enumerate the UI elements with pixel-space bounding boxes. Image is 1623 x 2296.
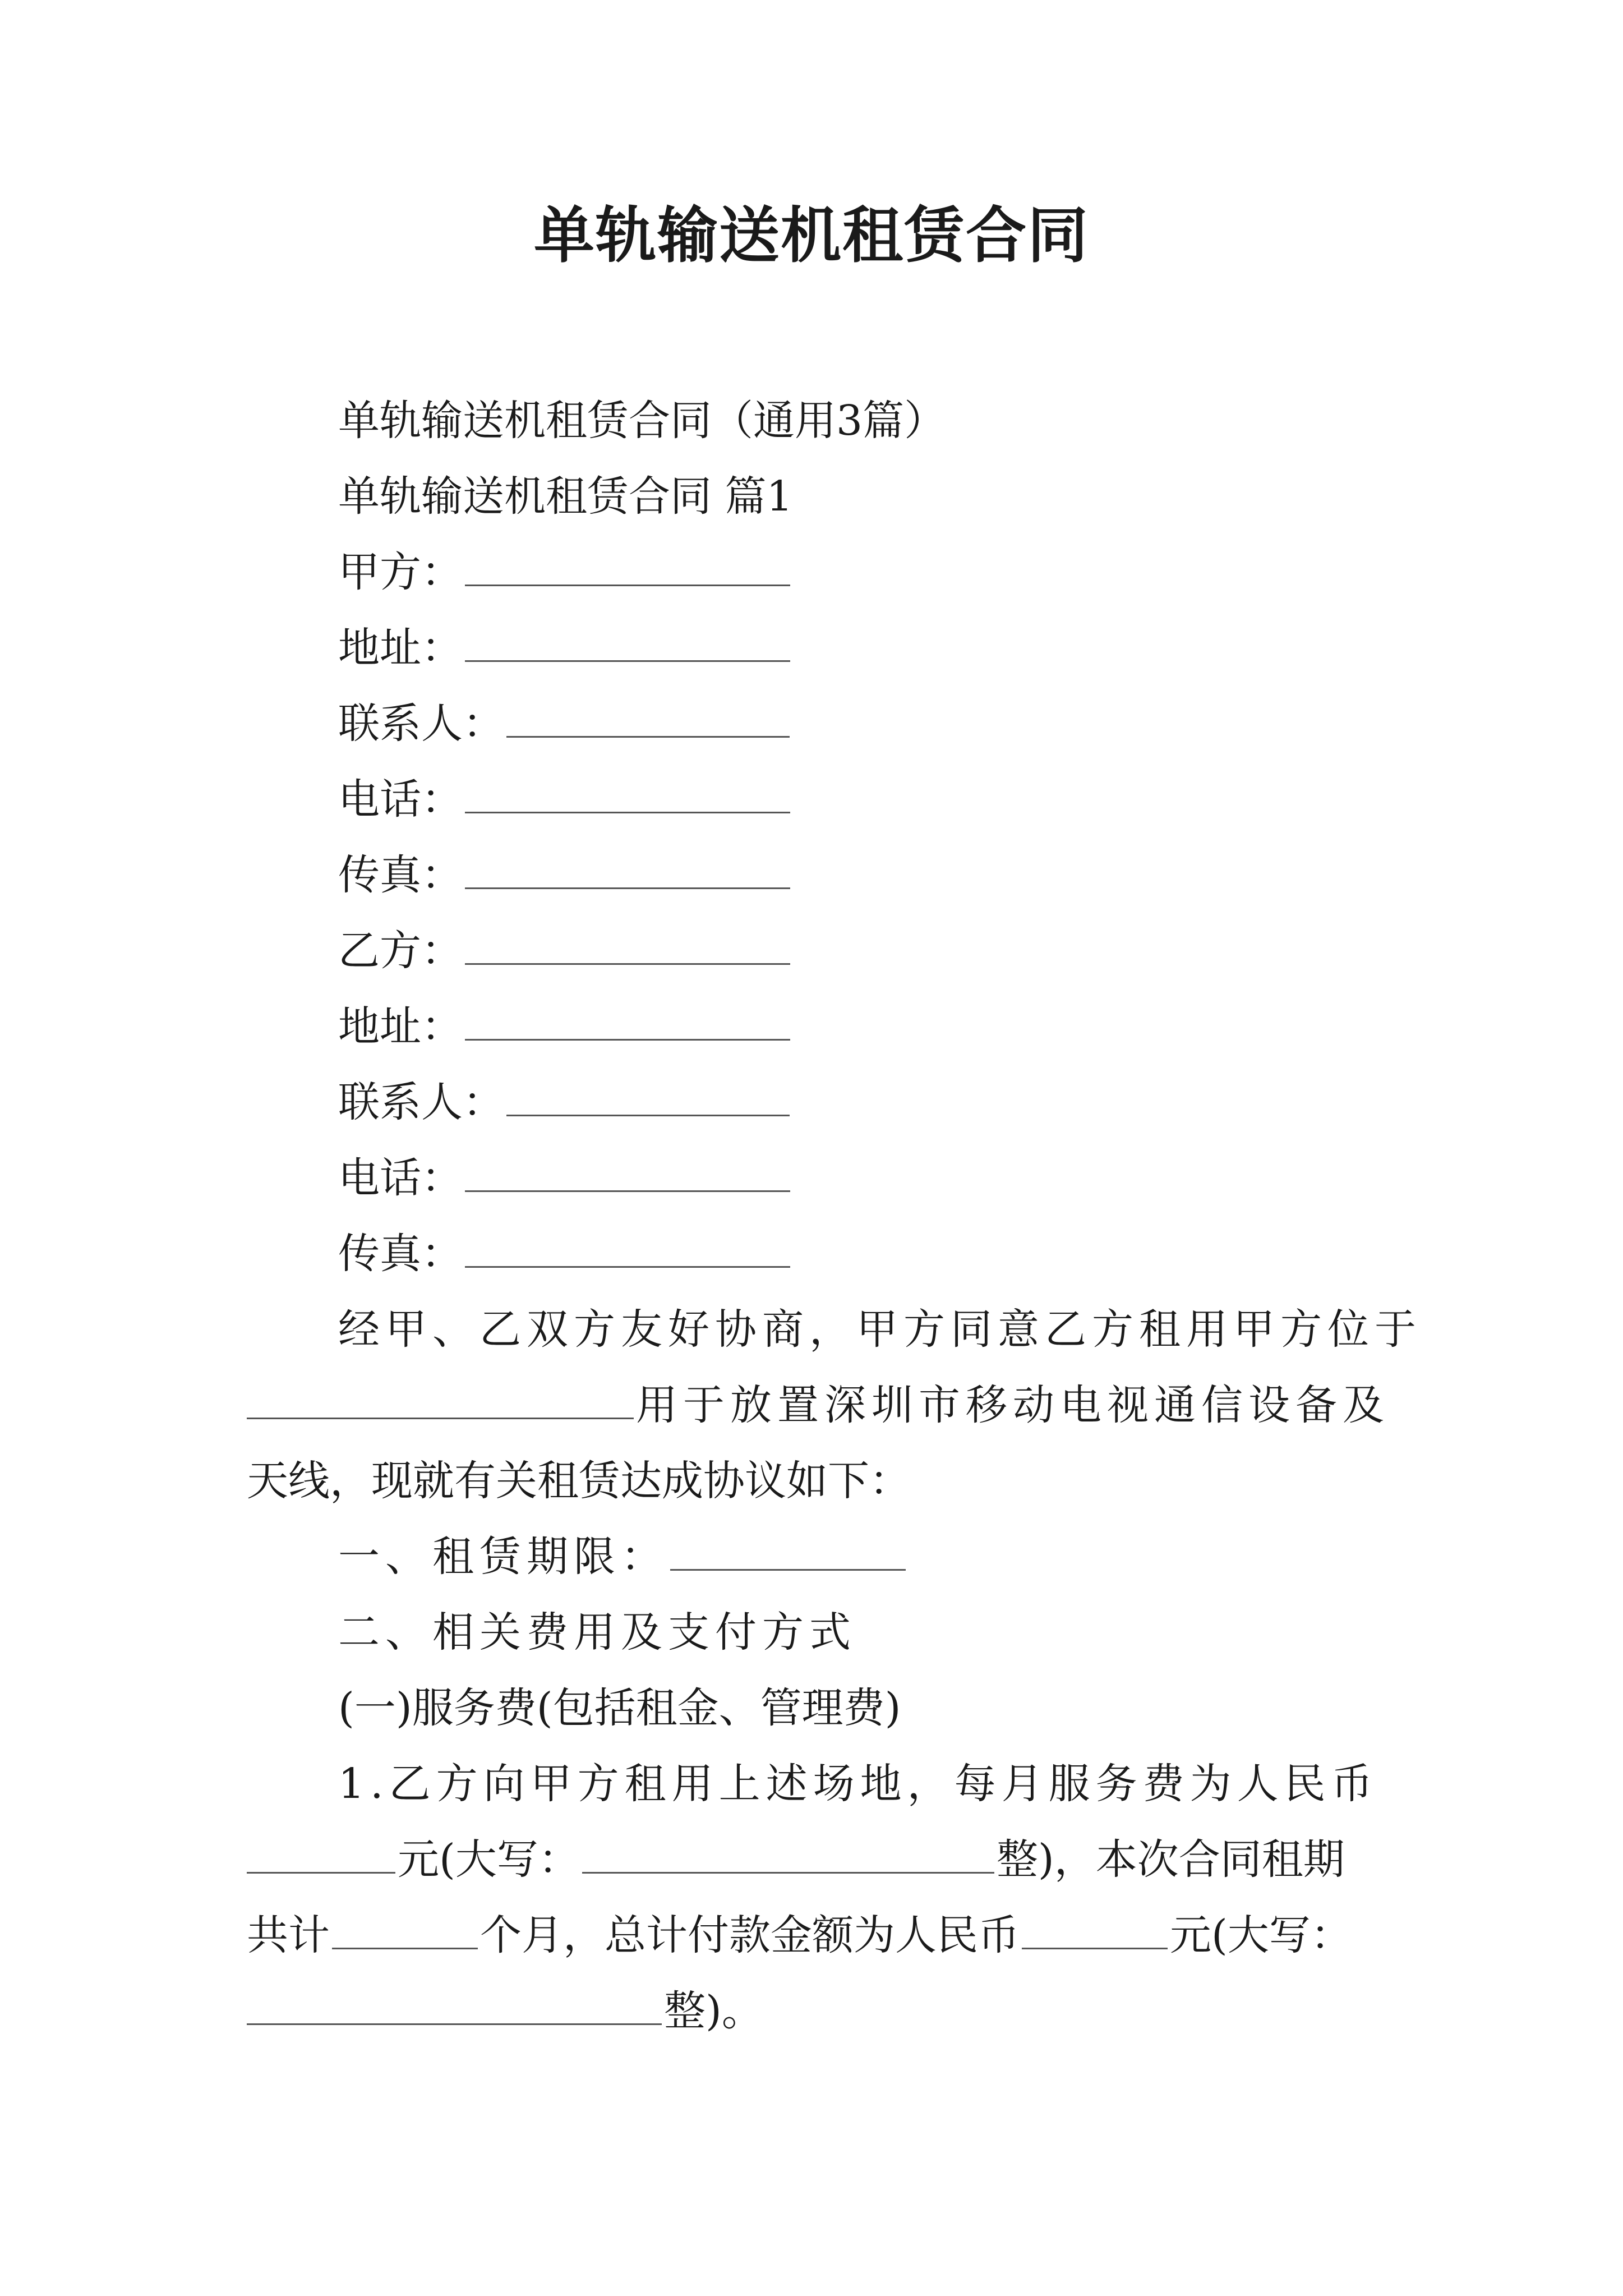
party-b-label: 乙方： (338, 927, 463, 975)
party-a-address-blank (465, 623, 790, 662)
section-heading: 单轨输送机租赁合同 篇1 (338, 472, 793, 521)
item-1-line-2-b: 整)，本次合同租期 (996, 1835, 1345, 1884)
party-a-phone-row (338, 769, 792, 830)
document-title: 单轨输送机租赁合同 (533, 200, 1089, 271)
item-1-line-2 (247, 1829, 1345, 1890)
item-1-line-4-a: 整)。 (664, 1987, 763, 2035)
item-1-line-3 (247, 1904, 1352, 1966)
party-b-blank (465, 926, 790, 965)
party-a-contact-blank (506, 699, 790, 738)
party-b-row (338, 920, 792, 982)
item-1-line-3-c: 元(大写： (1170, 1911, 1352, 1959)
party-a-fax-label: 传真： (338, 851, 463, 899)
item-1-line-3-a: 共计 (247, 1911, 330, 1959)
intro-line-2-text: 用于放置深圳市移动电视通信设备及 (636, 1381, 1390, 1429)
party-b-address-label: 地址： (338, 1002, 463, 1051)
months-blank (332, 1911, 478, 1949)
party-a-fax-row (338, 844, 792, 906)
party-a-blank (465, 547, 790, 586)
party-b-contact-row (338, 1071, 792, 1133)
monthly-fee-blank (247, 1835, 395, 1874)
location-blank (247, 1381, 634, 1419)
party-b-contact-label: 联系人： (338, 1078, 504, 1126)
clause-1-label: 一、租赁期限： (338, 1533, 668, 1581)
party-a-contact-label: 联系人： (338, 700, 504, 748)
party-b-contact-blank (506, 1078, 790, 1116)
total-amount-blank (1022, 1911, 1168, 1949)
clause-1-row (338, 1526, 908, 1588)
clause-2-sub-1: (一)服务费(包括租金、管理费) (338, 1684, 901, 1732)
intro-line-1: 经甲、乙双方友好协商，甲方同意乙方租用甲方位于 (338, 1305, 1422, 1354)
party-b-phone-blank (465, 1153, 790, 1192)
monthly-fee-words-blank (582, 1835, 994, 1874)
party-a-phone-label: 电话： (338, 775, 463, 823)
clause-2-heading: 二、相关费用及支付方式 (338, 1608, 856, 1657)
total-amount-words-blank (247, 1986, 662, 2025)
party-a-label: 甲方： (338, 548, 463, 596)
party-b-address-blank (465, 1002, 790, 1041)
document-subtitle: 单轨输送机租赁合同（通用3篇） (338, 397, 946, 445)
item-1-line-3-b: 个月，总计付款金额为人民币 (480, 1911, 1020, 1959)
intro-line-3: 天线，现就有关租赁达成协议如下： (247, 1457, 911, 1505)
lease-term-blank (670, 1532, 906, 1571)
party-a-contact-row (338, 693, 792, 754)
item-1-line-2-a: 元(大写： (398, 1835, 580, 1884)
party-a-address-label: 地址： (338, 624, 463, 672)
intro-line-2 (247, 1374, 1390, 1436)
party-a-row (338, 541, 792, 603)
party-a-fax-blank (465, 850, 790, 889)
party-b-phone-label: 电话： (338, 1154, 463, 1202)
party-b-phone-row (338, 1147, 792, 1209)
party-b-fax-row (338, 1223, 792, 1285)
party-b-fax-blank (465, 1229, 790, 1268)
party-a-address-row (338, 617, 792, 679)
party-b-fax-label: 传真： (338, 1230, 463, 1278)
party-a-phone-blank (465, 775, 790, 813)
item-1-line-4 (247, 1980, 763, 2042)
item-1-line-1: 1.乙方向甲方租用上述场地，每月服务费为人民币 (338, 1760, 1378, 1808)
party-b-address-row (338, 996, 792, 1057)
